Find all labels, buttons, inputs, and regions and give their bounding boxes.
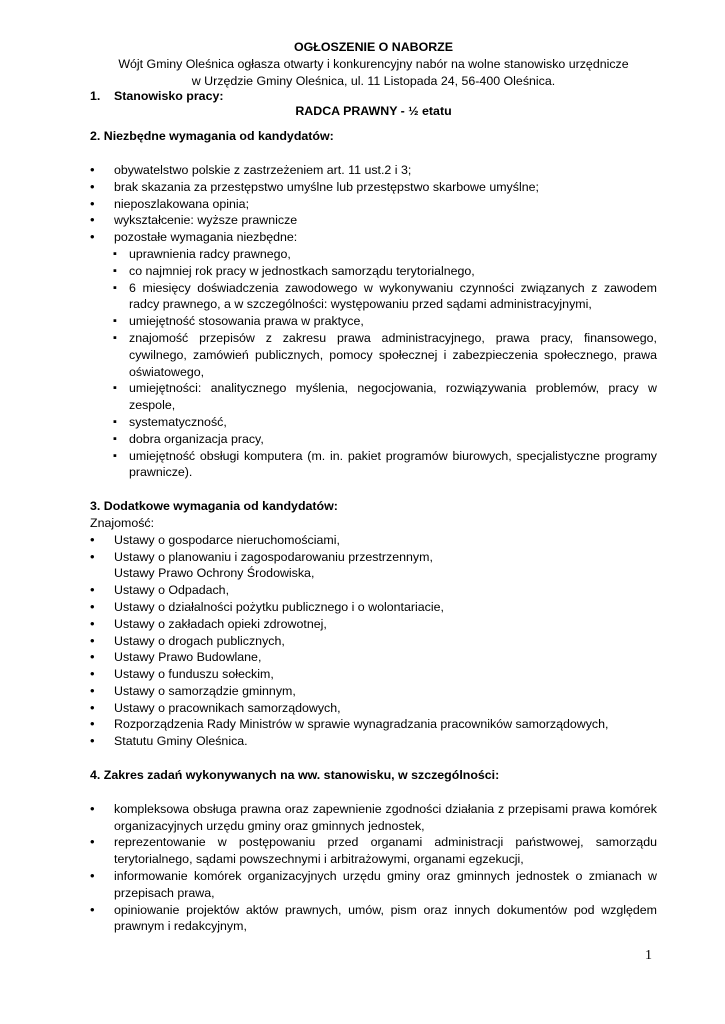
list-item: • Ustawy o działalności pożytku publicznego i o wolontariacie, <box>90 599 657 616</box>
list-item: • Ustawy o drogach publicznych, <box>90 633 657 650</box>
sub-list-item: ▪ dobra organizacja pracy, <box>90 431 657 448</box>
page-number: 1 <box>645 948 652 963</box>
sub-list-item: ▪ uprawnienia radcy prawnego, <box>90 246 657 263</box>
section-2-title: 2. Niezbędne wymagania od kandydatów: <box>90 129 334 144</box>
header-line-1: Wójt Gminy Oleśnica ogłasza otwarty i konkurencyjny nabór na wolne stanowisko urzędnicze <box>118 56 629 71</box>
list-item: • obywatelstwo polskie z zastrzeżeniem art. 11 ust.2 i 3; <box>90 162 657 179</box>
list-item: • Ustawy o samorządzie gminnym, <box>90 683 657 700</box>
sub-list-item: ▪ systematyczność, <box>90 414 657 431</box>
sub-list-item: ▪ umiejętność obsługi komputera (m. in. pakiet programów biurowych, specjalistyczne programy prawnicze). <box>90 448 657 482</box>
header-line-2: w Urzędzie Gminy Oleśnica, ul. 11 Listopada 24, 56-400 Oleśnica. <box>191 73 556 88</box>
list-item: • wykształcenie: wyższe prawnicze <box>90 212 657 229</box>
list-item: • Ustawy o gospodarce nieruchomościami, <box>90 532 657 549</box>
list-item: • opiniowanie projektów aktów prawnych, umów, pism oraz innych dokumentów pod względem prawnym i redakcyjnym, <box>90 902 657 936</box>
list-item: • Ustawy Prawo Budowlane, <box>90 649 657 666</box>
section-3-intro: Znajomość: <box>90 515 155 530</box>
list-item: • nieposzlakowana opinia; <box>90 196 657 213</box>
position-title: RADCA PRAWNY - ½ etatu <box>295 104 452 119</box>
sub-list-item: ▪ umiejętność stosowania prawa w praktyce, <box>90 313 657 330</box>
list-item: • kompleksowa obsługa prawna oraz zapewnienie zgodności działania z przepisami prawa komórek organizacyjnych urzędu gminy oraz gminnych jednostek, <box>90 801 657 835</box>
document-title: OGŁOSZENIE O NABORZE <box>293 40 454 54</box>
section-4-list <box>90 801 657 935</box>
section-4-title: 4. Zakres zadań wykonywanych na ww. stanowisku, w szczególności: <box>90 768 500 783</box>
section-3-list <box>90 532 657 750</box>
section-2-sublist <box>90 246 657 481</box>
list-item: • informowanie komórek organizacyjnych urzędu gminy oraz gminnych jednostek o zmianach w przepisach prawa, <box>90 868 657 902</box>
section-1-number: 1. <box>90 89 101 104</box>
list-item: • reprezentowanie w postępowaniu przed organami administracji państwowej, samorządu terytorialnego, sądami powszechnymi i arbitrażowymi, organami egzekucji, <box>90 834 657 868</box>
list-item: • Statutu Gminy Oleśnica. <box>90 733 657 750</box>
list-item: • Ustawy o zakładach opieki zdrowotnej, <box>90 616 657 633</box>
sub-list-item: ▪ co najmniej rok pracy w jednostkach samorządu terytorialnego, <box>90 263 657 280</box>
list-item-text: Ustawy o planowaniu i zagospodarowaniu przestrzennym, <box>114 549 433 564</box>
list-item: • brak skazania za przestępstwo umyślne lub przestępstwo skarbowe umyślne; <box>90 179 657 196</box>
section-3-title: 3. Dodatkowe wymagania od kandydatów: <box>90 499 338 514</box>
section-1-title: Stanowisko pracy: <box>114 89 224 104</box>
section-1-heading <box>90 89 657 103</box>
section-2-list <box>90 162 657 246</box>
list-item: • Ustawy o Odpadach, <box>90 582 657 599</box>
sub-list-item: ▪ umiejętności: analitycznego myślenia, negocjowania, rozwiązywania problemów, pracy w zespole, <box>90 380 657 414</box>
list-item: • pozostałe wymagania niezbędne: <box>90 229 657 246</box>
sub-list-item: ▪ 6 miesięcy doświadczenia zawodowego w wykonywaniu czynności związanych z zawodem radcy prawnego, a w szczególności: występowaniu przed sądami administracyjnymi, <box>90 280 657 314</box>
list-item-continuation: Ustawy Prawo Ochrony Środowiska, <box>114 566 315 581</box>
list-item <box>90 549 657 583</box>
list-item: • Ustawy o funduszu sołeckim, <box>90 666 657 683</box>
list-item: • Rozporządzenia Rady Ministrów w sprawie wynagradzania pracowników samorządowych, <box>90 716 657 733</box>
sub-list-item: ▪ znajomość przepisów z zakresu prawa administracyjnego, prawa pracy, finansowego, cywilnego, zamówień publicznych, pomocy społecznej i zabezpieczenia społecznego, prawa oświatowego, <box>90 330 657 380</box>
list-item: • Ustawy o pracownikach samorządowych, <box>90 700 657 717</box>
